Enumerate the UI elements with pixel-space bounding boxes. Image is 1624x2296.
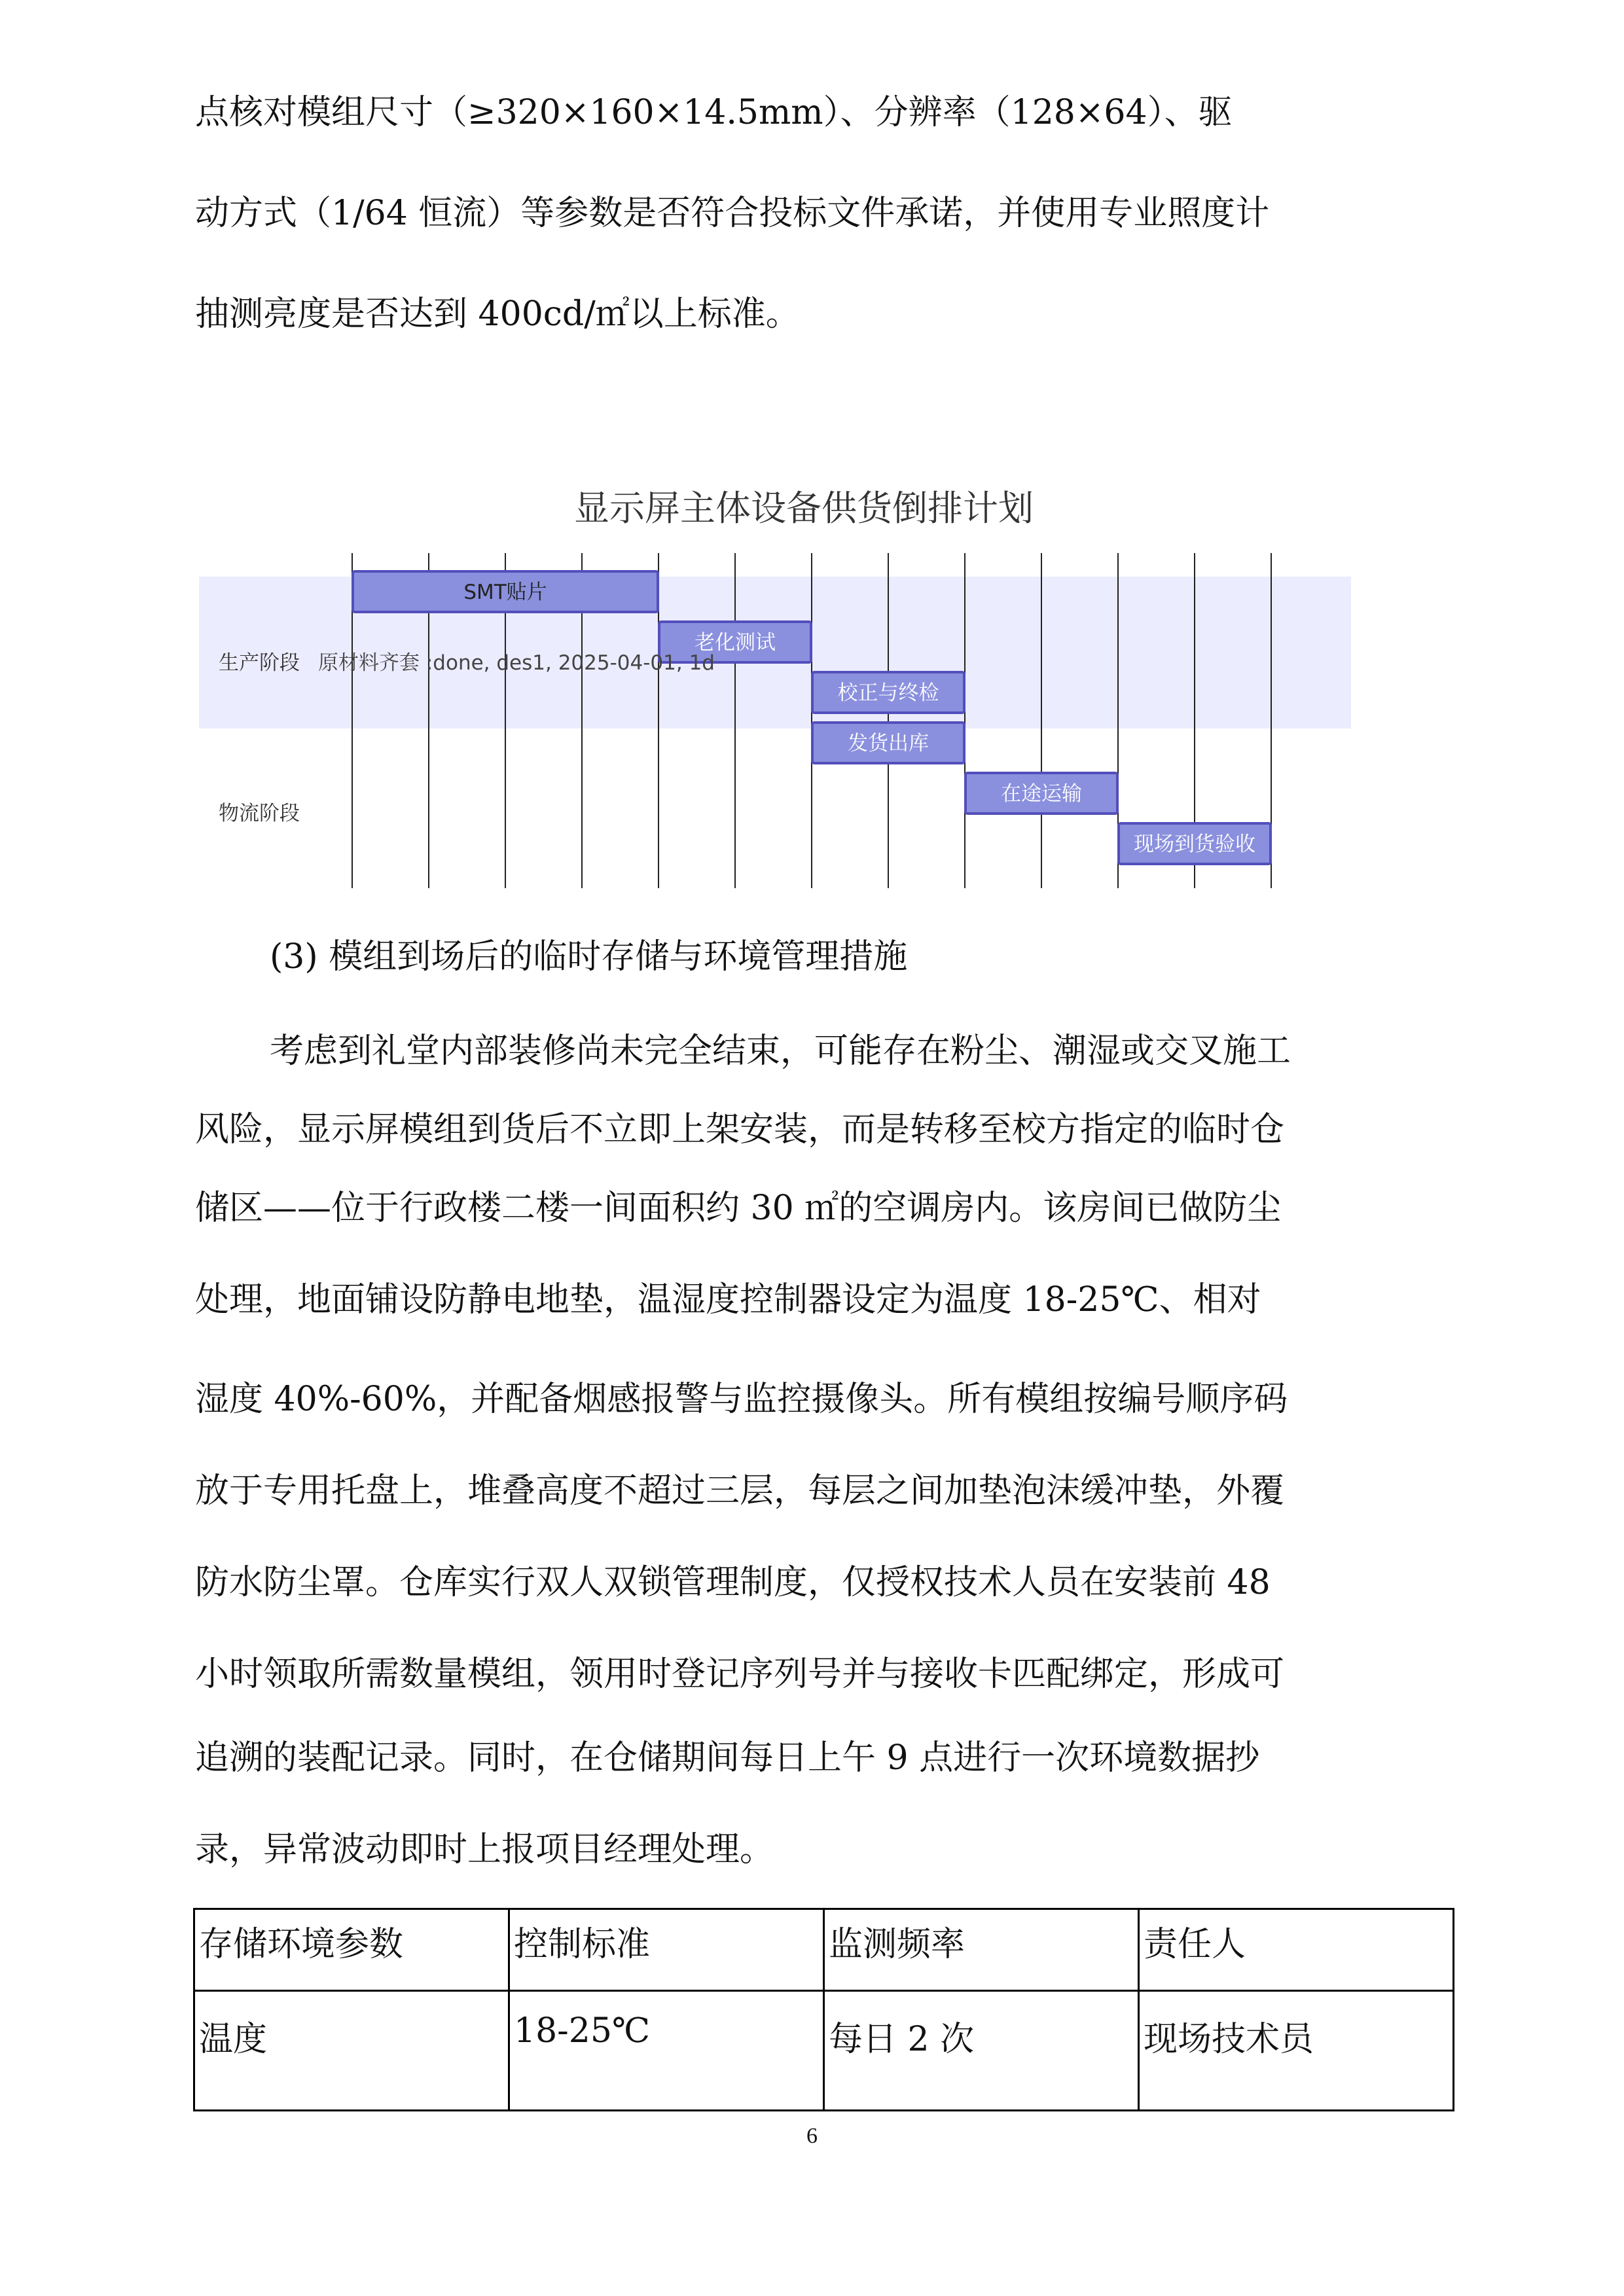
paragraph-line: 湿度 40%-60%，并配备烟感报警与监控摄像头。所有模组按编号顺序码 (195, 1380, 1288, 1419)
task-label: 发货出库 (848, 732, 929, 755)
table-header-cell: 监测频率 (824, 1909, 1139, 1991)
paragraph-line: 储区——位于行政楼二楼一间面积约 30 ㎡的空调房内。该房间已做防尘 (195, 1189, 1282, 1228)
table-row (194, 1991, 1454, 2111)
section-heading: (3) 模组到场后的临时存储与环境管理措施 (270, 937, 908, 977)
task-label: 老化测试 (695, 631, 776, 655)
chart-title: 显示屏主体设备供货倒排计划 (574, 488, 1034, 529)
paragraph-line: 抽测亮度是否达到 400cd/㎡以上标准。 (195, 295, 800, 334)
section-label: 物流阶段 (219, 802, 300, 825)
paragraph-line: 小时领取所需数量模组，领用时登记序列号并与接收卡匹配绑定，形成可 (195, 1655, 1285, 1694)
paragraph-line: 录，异常波动即时上报项目经理处理。 (195, 1830, 774, 1869)
table-header-cell: 责任人 (1139, 1909, 1454, 1991)
paragraph-line: 动方式（1/64 恒流）等参数是否符合投标文件承诺，并使用专业照度计 (195, 194, 1270, 233)
gantt-chart (195, 488, 1367, 900)
paragraph-line: 处理，地面铺设防静电地垫，温湿度控制器设定为温度 18-25℃、相对 (195, 1280, 1261, 1319)
paragraph-line: 考虑到礼堂内部装修尚未完全结束，可能存在粉尘、潮湿或交叉施工 (270, 1031, 1291, 1071)
paragraph-line: 放于专用托盘上，堆叠高度不超过三层，每层之间加垫泡沫缓冲垫，外覆 (195, 1471, 1285, 1511)
section-overflow-text: 原材料齐套 :done, des1, 2025-04-01, 1d (318, 651, 715, 675)
paragraph-line: 追溯的装配记录。同时，在仓储期间每日上午 9 点进行一次环境数据抄 (195, 1738, 1260, 1778)
page-number: 6 (806, 2124, 818, 2148)
task-label: 现场到货验收 (1134, 833, 1255, 856)
table-header-cell: 控制标准 (509, 1909, 824, 1991)
task-label: 在途运输 (1001, 782, 1082, 806)
storage-table (193, 1908, 1454, 2111)
task-label: SMT贴片 (463, 581, 547, 604)
table-cell: 温度 (194, 1991, 509, 2111)
paragraph-line: 防水防尘罩。仓库实行双人双锁管理制度，仅授权技术人员在安装前 48 (195, 1563, 1271, 1602)
task-label: 校正与终检 (837, 681, 939, 705)
table-header-row (194, 1909, 1454, 1991)
table-cell: 每日 2 次 (824, 1991, 1139, 2111)
paragraph-line: 点核对模组尺寸（≥320×160×14.5mm）、分辨率（128×64）、驱 (195, 93, 1233, 132)
section-label: 生产阶段 (219, 651, 300, 675)
table-cell: 18-25℃ (509, 1991, 824, 2111)
table-cell: 现场技术员 (1139, 1991, 1454, 2111)
table-header-cell: 存储环境参数 (194, 1909, 509, 1991)
paragraph-line: 风险，显示屏模组到货后不立即上架安装，而是转移至校方指定的临时仓 (195, 1110, 1285, 1149)
